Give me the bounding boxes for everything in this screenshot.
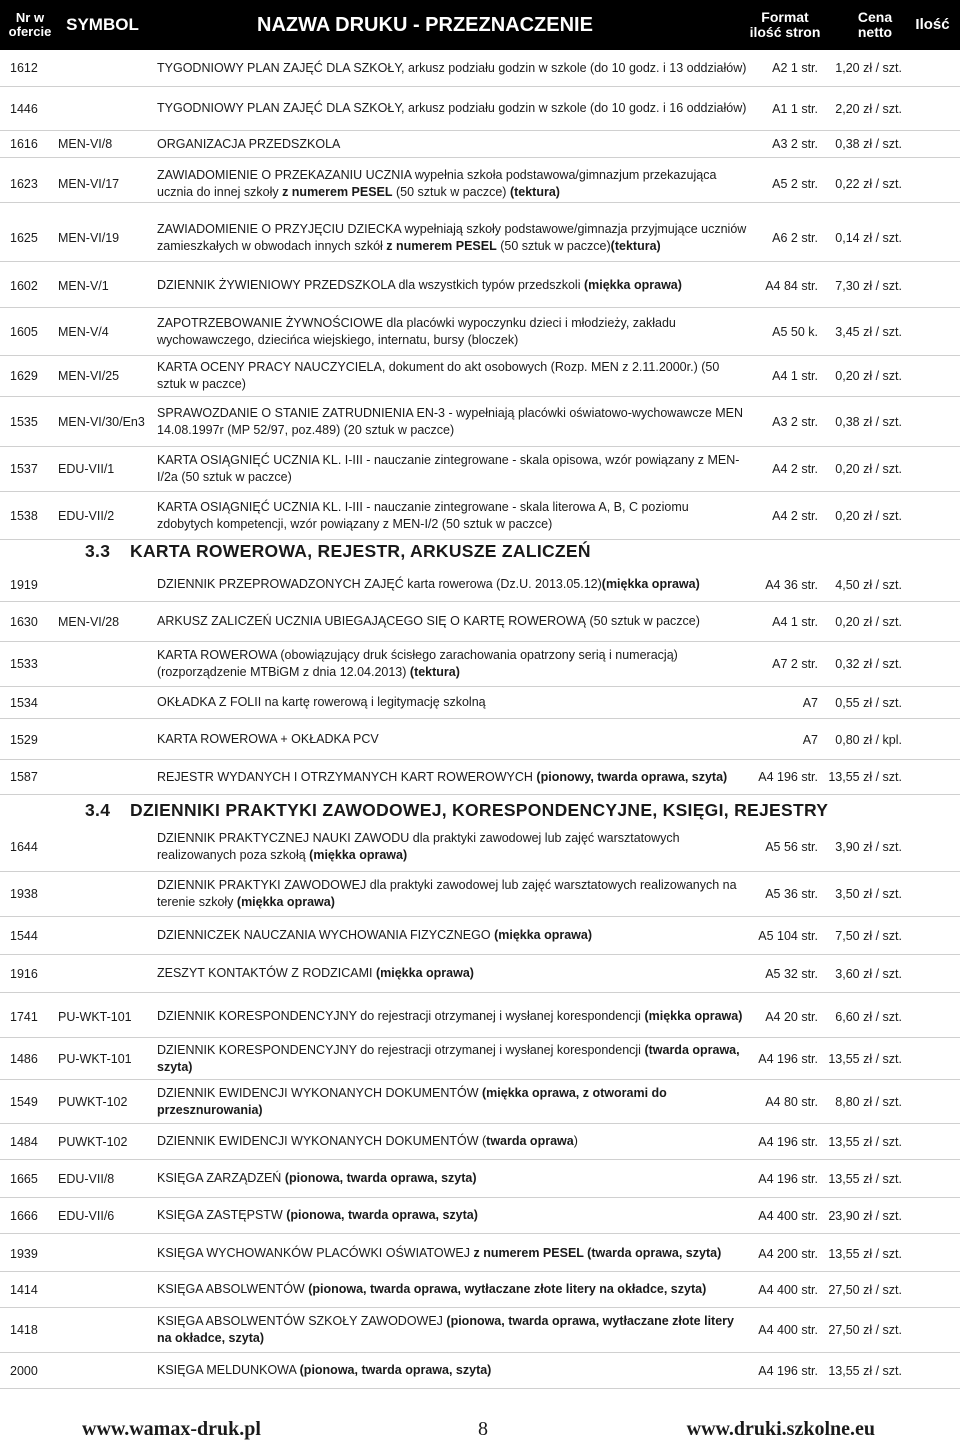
- name-bold-segment: (pionowa, twarda oprawa, wytłaczane złote litery na okładce, szyta): [308, 1282, 707, 1297]
- offer-number: 1587: [10, 770, 38, 784]
- offer-number: 1630: [10, 614, 38, 629]
- symbol-code: [58, 568, 153, 601]
- symbol-code: MEN-VI/30/En3: [58, 414, 145, 429]
- name-bold-segment: (miękka oprawa): [583, 278, 682, 293]
- product-name: [157, 1308, 747, 1352]
- product-name: [157, 165, 747, 202]
- header-price: Cena netto: [857, 8, 893, 40]
- table-row: [0, 602, 960, 642]
- quantity-field[interactable]: [908, 996, 958, 1037]
- net-price: 3,50 zł / szt.: [835, 887, 902, 901]
- table-header: [0, 0, 960, 50]
- name-bold-segment: (miękka oprawa): [601, 577, 700, 592]
- table-row: [0, 447, 960, 492]
- quantity-field[interactable]: [908, 642, 958, 686]
- quantity-field[interactable]: [908, 50, 958, 86]
- net-price: 13,55 zł / szt.: [828, 1051, 902, 1066]
- format-pages: A4 1 str.: [772, 614, 818, 629]
- quantity-field[interactable]: [908, 1236, 958, 1271]
- header-qty: Ilość: [915, 15, 950, 33]
- offer-number: 1535: [10, 414, 38, 429]
- offer-number: 1605: [10, 324, 38, 339]
- net-price: 0,20 zł / szt.: [835, 369, 902, 383]
- quantity-field[interactable]: [908, 1353, 958, 1388]
- format-pages: A4 400 str.: [758, 1323, 818, 1337]
- symbol-code: [58, 823, 153, 871]
- product-name: [157, 996, 747, 1037]
- name-segment: ZESZYT KONTAKTÓW Z RODZICAMI: [157, 966, 376, 981]
- symbol-code: [58, 687, 153, 718]
- offer-number: 1486: [10, 1051, 38, 1066]
- quantity-field[interactable]: [908, 214, 958, 261]
- offer-number: 1537: [10, 462, 38, 476]
- table-row: [0, 397, 960, 447]
- name-segment: ): [573, 1134, 578, 1149]
- net-price: 3,90 zł / szt.: [835, 840, 902, 854]
- format-pages: A5 104 str.: [758, 928, 818, 943]
- table-row: [0, 720, 960, 760]
- table-row: [0, 1080, 960, 1124]
- quantity-field[interactable]: [908, 602, 958, 641]
- product-name: [157, 917, 747, 954]
- symbol-code: EDU-VII/1: [58, 462, 115, 476]
- quantity-field[interactable]: [908, 447, 958, 491]
- quantity-field[interactable]: [908, 1160, 958, 1197]
- offer-number: 1741: [10, 1009, 38, 1024]
- name-bold-segment: z numerem PESEL: [282, 184, 393, 199]
- format-pages: A7: [802, 695, 818, 710]
- symbol-code: PU-WKT-101: [58, 1051, 132, 1066]
- symbol-code: [58, 87, 153, 130]
- name-segment: SPRAWOZDANIE O STANIE ZATRUDNIENIA EN-3 - wypełniają placówki oświatowo-wychowawcze MEN 14.08.1997r (MP 52/97, poz.489) (20 sztuk w paczce): [157, 405, 744, 437]
- format-pages: A4 84 str.: [765, 278, 818, 293]
- name-segment: DZIENNIK KORESPONDENCYJNY do rejestracji otrzymanej i wysłanej korespondencji: [157, 1042, 645, 1057]
- table-row: [0, 996, 960, 1038]
- name-segment: KSIĘGA ZASTĘPSTW: [157, 1208, 287, 1223]
- name-segment: REJESTR WYDANYCH I OTRZYMANYCH KART ROWEROWYCH: [157, 769, 537, 784]
- table-row: [0, 917, 960, 955]
- offer-number: 1602: [10, 278, 38, 293]
- net-price: 0,20 zł / szt.: [835, 462, 902, 476]
- name-segment: KSIĘGA WYCHOWANKÓW PLACÓWKI OŚWIATOWEJ: [157, 1246, 474, 1261]
- section-number: 3.3: [85, 541, 111, 561]
- page-number: 8: [478, 1418, 488, 1440]
- offer-number: 1418: [10, 1323, 38, 1337]
- name-segment: TYGODNIOWY PLAN ZAJĘĆ DLA SZKOŁY, arkusz podziału godzin w szkole (do 10 godz. i 13 oddziałów): [157, 60, 747, 75]
- product-name: [157, 1080, 747, 1123]
- quantity-field[interactable]: [908, 492, 958, 539]
- name-bold-segment: (twarda oprawa, szyta): [157, 1042, 740, 1074]
- table-row: [0, 1308, 960, 1353]
- name-bold-segment: (pionowa, twarda oprawa, szyta): [284, 1171, 477, 1186]
- symbol-code: PU-WKT-101: [58, 1009, 132, 1024]
- format-pages: A4 80 str.: [765, 1094, 818, 1109]
- name-bold-segment: (miękka oprawa): [494, 928, 593, 943]
- name-segment: DZIENNICZEK NAUCZANIA WYCHOWANIA FIZYCZNEGO: [157, 928, 495, 943]
- section-title: DZIENNIKI PRAKTYKI ZAWODOWEJ, KORESPONDENCYJNE, KSIĘGI, REJESTRY: [130, 800, 829, 820]
- symbol-code: EDU-VII/6: [58, 1208, 115, 1223]
- net-price: 13,55 zł / szt.: [828, 1246, 902, 1261]
- format-pages: A4 196 str.: [758, 770, 818, 784]
- quantity-field[interactable]: [908, 308, 958, 355]
- name-bold-segment: (miękka oprawa): [375, 966, 474, 981]
- format-pages: A4 2 str.: [772, 462, 818, 476]
- offer-number: 1616: [10, 137, 38, 151]
- table-row: [0, 131, 960, 158]
- header-format: Format ilość stron: [749, 8, 821, 40]
- product-name: [157, 823, 747, 871]
- net-price: 27,50 zł / szt.: [828, 1323, 902, 1337]
- format-pages: A4 400 str.: [758, 1208, 818, 1223]
- page-footer: [0, 1418, 960, 1442]
- format-pages: A1 1 str.: [772, 101, 818, 116]
- product-name: [157, 131, 747, 157]
- table-row: [0, 872, 960, 917]
- quantity-field[interactable]: [908, 823, 958, 871]
- table-row: [0, 308, 960, 356]
- quantity-field[interactable]: [908, 1038, 958, 1079]
- net-price: 1,20 zł / szt.: [835, 61, 902, 75]
- offer-number: 1665: [10, 1171, 38, 1186]
- net-price: 23,90 zł / szt.: [828, 1208, 902, 1223]
- symbol-code: MEN-VI/25: [58, 369, 120, 383]
- name-bold-segment: z numerem PESEL (twarda oprawa, szyta): [473, 1246, 722, 1261]
- format-pages: A5 50 k.: [772, 324, 818, 339]
- name-bold-segment: (pionowy, twarda oprawa, szyta): [536, 769, 728, 784]
- table-row: [0, 492, 960, 540]
- symbol-code: MEN-V/4: [58, 324, 109, 339]
- name-segment: DZIENNIK ŻYWIENIOWY PRZEDSZKOLA dla wszystkich typów przedszkoli: [157, 278, 584, 293]
- name-segment: OKŁADKA Z FOLII na kartę rowerową i legitymację szkolną: [157, 695, 486, 710]
- net-price: 3,60 zł / szt.: [835, 966, 902, 981]
- format-pages: A5 32 str.: [765, 966, 818, 981]
- table-row: [0, 642, 960, 687]
- name-segment: ORGANIZACJA PRZEDSZKOLA: [157, 136, 341, 151]
- table-row: [0, 823, 960, 872]
- name-bold-segment: (pionowa, twarda oprawa, szyta): [299, 1363, 492, 1378]
- table-row: [0, 165, 960, 203]
- product-name: [157, 492, 747, 539]
- name-segment: KARTA OSIĄGNIĘĆ UCZNIA KL. I-III - nauczanie zintegrowane - skala opisowa, wzór powiązany z MEN-I/2a (50 sztuk w paczce): [157, 453, 740, 484]
- table-row: [0, 1038, 960, 1080]
- symbol-code: MEN-VI/19: [58, 230, 120, 245]
- symbol-code: [58, 955, 153, 992]
- name-segment: ZAWIADOMIENIE O PRZEKAZANIU UCZNIA wypełnia szkoła podstawowa/gimnazjum przekazująca ucznia do innej szkoły: [157, 167, 717, 199]
- format-pages: A4 196 str.: [758, 1363, 818, 1378]
- format-pages: A7 2 str.: [772, 657, 818, 671]
- table-row: [0, 356, 960, 397]
- name-segment: KARTA OSIĄGNIĘĆ UCZNIA KL. I-III - nauczanie zintegrowane - skala literowa A, B, C poziomu zdobytych kompetencji, wzór powiązany z MEN-I/2 (50 sztuk w paczce): [157, 499, 689, 531]
- offer-number: 1938: [10, 887, 38, 901]
- product-name: [157, 1124, 747, 1159]
- net-price: 0,80 zł / kpl.: [835, 732, 902, 747]
- format-pages: A4 400 str.: [758, 1282, 818, 1297]
- net-price: 7,50 zł / szt.: [835, 928, 902, 943]
- name-segment: DZIENNIK EWIDENCJI WYKONANYCH DOKUMENTÓW: [157, 1085, 483, 1100]
- table-row: [0, 687, 960, 719]
- net-price: 13,55 zł / szt.: [828, 1171, 902, 1186]
- symbol-code: EDU-VII/8: [58, 1171, 115, 1186]
- quantity-field[interactable]: [908, 872, 958, 916]
- symbol-code: MEN-VI/17: [58, 176, 120, 191]
- symbol-code: MEN-VI/8: [58, 137, 113, 151]
- product-name: [157, 760, 747, 794]
- quantity-field[interactable]: [908, 87, 958, 130]
- product-name: [157, 720, 747, 759]
- footer-website-left[interactable]: www.wamax-druk.pl: [82, 1418, 261, 1440]
- name-segment: KSIĘGA ZARZĄDZEŃ: [157, 1171, 285, 1186]
- symbol-code: [58, 50, 153, 86]
- net-price: 13,55 zł / szt.: [828, 1363, 902, 1378]
- name-bold-segment: twarda oprawa: [486, 1134, 574, 1149]
- product-name: [157, 50, 747, 86]
- quantity-field[interactable]: [908, 1308, 958, 1352]
- format-pages: A4 1 str.: [772, 369, 818, 383]
- net-price: 0,38 zł / szt.: [835, 137, 902, 151]
- symbol-code: PUWKT-102: [58, 1134, 128, 1149]
- symbol-code: MEN-VI/28: [58, 614, 120, 629]
- product-name: [157, 955, 747, 992]
- offer-number: 1919: [10, 577, 38, 592]
- name-segment: DZIENNIK PRAKTYKI ZAWODOWEJ dla praktyki zawodowej lub zajęć warsztatowych realizowanych na terenie szkoły: [157, 878, 737, 909]
- net-price: 0,55 zł / szt.: [835, 695, 902, 710]
- offer-number: 2000: [10, 1363, 38, 1378]
- product-name: [157, 602, 747, 641]
- name-segment: KSIĘGA MELDUNKOWA: [157, 1363, 300, 1378]
- product-name: [157, 1236, 747, 1271]
- name-segment: DZIENNIK PRAKTYCZNEJ NAUKI ZAWODU dla praktyki zawodowej lub zajęć warsztatowych realizowanych poza szkołą: [157, 831, 680, 862]
- net-price: 4,50 zł / szt.: [835, 577, 902, 592]
- symbol-code: EDU-VII/2: [58, 508, 115, 523]
- name-segment: DZIENNIK EWIDENCJI WYKONANYCH DOKUMENTÓW (: [157, 1134, 487, 1149]
- product-name: [157, 1038, 747, 1079]
- product-name: [157, 308, 747, 355]
- table-row: [0, 1198, 960, 1234]
- product-name: [157, 264, 747, 307]
- format-pages: A4 200 str.: [758, 1246, 818, 1261]
- net-price: 0,20 zł / szt.: [835, 508, 902, 523]
- symbol-code: [58, 872, 153, 916]
- section-heading: [85, 541, 591, 562]
- name-bold-segment: (tektura): [409, 665, 460, 679]
- section-title: KARTA ROWEROWA, REJESTR, ARKUSZE ZALICZEŃ: [130, 541, 591, 561]
- product-name: [157, 1160, 747, 1197]
- section-number: 3.4: [85, 800, 111, 820]
- quantity-field[interactable]: [908, 760, 958, 794]
- name-bold-segment: (pionowa, twarda oprawa, szyta): [286, 1208, 478, 1223]
- net-price: 0,22 zł / szt.: [835, 176, 902, 191]
- offer-number: 1916: [10, 966, 38, 981]
- symbol-code: [58, 720, 153, 759]
- net-price: 8,80 zł / szt.: [835, 1094, 902, 1109]
- quantity-field[interactable]: [908, 1080, 958, 1123]
- name-segment: KARTA ROWEROWA + OKŁADKA PCV: [157, 732, 379, 747]
- name-bold-segment: (tektura): [509, 184, 560, 199]
- net-price: 6,60 zł / szt.: [835, 1009, 902, 1024]
- net-price: 0,14 zł / szt.: [835, 230, 902, 245]
- name-segment: KARTA ROWEROWA (obowiązujący druk ścisłego zarachowania opatrzony serią i numeracją) (rozporządzenie MTBiGM z dnia 12.04.2013): [157, 648, 678, 679]
- format-pages: A5 36 str.: [765, 887, 818, 901]
- net-price: 0,32 zł / szt.: [835, 657, 902, 671]
- offer-number: 1484: [10, 1134, 38, 1149]
- net-price: 7,30 zł / szt.: [835, 278, 902, 293]
- quantity-field[interactable]: [908, 1198, 958, 1233]
- offer-number: 1623: [10, 176, 38, 191]
- name-segment: KARTA OCENY PRACY NAUCZYCIELA, dokument do akt osobowych (Rozp. MEN z 2.11.2000r.) (50 sztuk w paczce): [157, 360, 720, 391]
- offer-number: 1446: [10, 101, 38, 116]
- symbol-code: [58, 1308, 153, 1352]
- product-name: [157, 568, 747, 601]
- name-segment: KSIĘGA ABSOLWENTÓW: [157, 1282, 309, 1297]
- offer-number: 1414: [10, 1282, 38, 1297]
- product-name: [157, 87, 747, 130]
- table-row: [0, 1236, 960, 1272]
- quantity-field[interactable]: [908, 1124, 958, 1159]
- name-segment: DZIENNIK PRZEPROWADZONYCH ZAJĘĆ karta rowerowa (Dz.U. 2013.05.12): [157, 577, 602, 592]
- product-name: [157, 356, 747, 396]
- product-name: [157, 872, 747, 916]
- name-segment: DZIENNIK KORESPONDENCYJNY do rejestracji otrzymanej i wysłanej korespondencji: [157, 1009, 645, 1024]
- name-bold-segment: (miękka oprawa): [644, 1009, 743, 1024]
- table-row: [0, 87, 960, 131]
- symbol-code: [58, 1236, 153, 1271]
- table-row: [0, 1272, 960, 1308]
- product-name: [157, 1353, 747, 1388]
- table-row: [0, 264, 960, 308]
- product-name: [157, 1198, 747, 1233]
- product-name: [157, 214, 747, 261]
- name-segment: ZAPOTRZEBOWANIE ŻYWNOŚCIOWE dla placówki wypoczynku dzieci i młodzieży, zakładu wychowawczego, dziecińca wiejskiego, internatu, bursy (bloczek): [157, 315, 676, 347]
- offer-number: 1629: [10, 369, 38, 383]
- footer-website-right[interactable]: www.druki.szkolne.eu: [686, 1418, 875, 1440]
- product-name: [157, 687, 747, 718]
- offer-number: 1544: [10, 928, 38, 943]
- symbol-code: MEN-V/1: [58, 278, 109, 293]
- format-pages: A4 196 str.: [758, 1134, 818, 1149]
- table-row: [0, 50, 960, 87]
- offer-number: 1612: [10, 61, 38, 75]
- offer-number: 1529: [10, 732, 38, 747]
- format-pages: A3 2 str.: [772, 137, 818, 151]
- header-name: NAZWA DRUKU - PRZEZNACZENIE: [257, 14, 593, 36]
- quantity-field[interactable]: [908, 917, 958, 954]
- quantity-field[interactable]: [908, 264, 958, 307]
- format-pages: A5 2 str.: [772, 176, 818, 191]
- format-pages: A2 1 str.: [772, 61, 818, 75]
- format-pages: A4 36 str.: [765, 577, 818, 592]
- name-bold-segment: (miękka oprawa): [309, 848, 408, 862]
- offer-number: 1939: [10, 1246, 38, 1261]
- table-row: [0, 1353, 960, 1389]
- quantity-field[interactable]: [908, 568, 958, 601]
- table-row: [0, 1124, 960, 1160]
- quantity-field[interactable]: [908, 397, 958, 446]
- format-pages: A4 2 str.: [772, 508, 818, 523]
- symbol-code: [58, 1272, 153, 1307]
- name-bold-segment: (miękka oprawa, z otworami do przesznurowania): [157, 1085, 667, 1117]
- name-segment: ARKUSZ ZALICZEŃ UCZNIA UBIEGAJĄCEGO SIĘ O KARTĘ ROWEROWĄ (50 sztuk w paczce): [157, 614, 700, 629]
- table-row: [0, 760, 960, 795]
- quantity-field[interactable]: [908, 720, 958, 759]
- name-bold-segment: (pionowa, twarda oprawa, wytłaczane złote litery na okładce, szyta): [157, 1314, 734, 1345]
- offer-number: 1666: [10, 1208, 38, 1223]
- offer-number: 1534: [10, 695, 38, 710]
- name-segment: ZAWIADOMIENIE O PRZYJĘCIU DZIECKA wypełniają szkoły podstawowe/gimnazja przyjmujące uczniów zamieszkałych w obwodach innych szkół: [157, 221, 747, 253]
- format-pages: A4 196 str.: [758, 1051, 818, 1066]
- name-bold-segment: z numerem PESEL: [386, 238, 497, 253]
- name-segment: KSIĘGA ABSOLWENTÓW SZKOŁY ZAWODOWEJ: [157, 1314, 447, 1329]
- net-price: 0,20 zł / szt.: [835, 614, 902, 629]
- name-segment: (50 sztuk w paczce): [392, 184, 510, 199]
- name-bold-segment: (tektura): [610, 238, 661, 253]
- quantity-field[interactable]: [908, 955, 958, 992]
- header-symbol: SYMBOL: [66, 14, 139, 34]
- table-row: [0, 214, 960, 262]
- symbol-code: [58, 760, 153, 794]
- format-pages: A4 196 str.: [758, 1171, 818, 1186]
- format-pages: A6 2 str.: [772, 230, 818, 245]
- symbol-code: PUWKT-102: [58, 1094, 128, 1109]
- net-price: 13,55 zł / szt.: [828, 770, 902, 784]
- table-row: [0, 955, 960, 993]
- name-segment: (50 sztuk w paczce): [496, 238, 611, 253]
- offer-number: 1549: [10, 1094, 38, 1109]
- format-pages: A5 56 str.: [765, 840, 818, 854]
- name-segment: TYGODNIOWY PLAN ZAJĘĆ DLA SZKOŁY, arkusz podziału godzin w szkole (do 10 godz. i 16 oddziałów): [157, 101, 747, 116]
- symbol-code: [58, 1353, 153, 1388]
- format-pages: A3 2 str.: [772, 414, 818, 429]
- symbol-code: [58, 917, 153, 954]
- table-row: [0, 1160, 960, 1198]
- net-price: 13,55 zł / szt.: [828, 1134, 902, 1149]
- header-nr: Nr w ofercie: [8, 9, 52, 39]
- net-price: 27,50 zł / szt.: [828, 1282, 902, 1297]
- format-pages: A4 20 str.: [765, 1009, 818, 1024]
- quantity-field[interactable]: [908, 687, 958, 718]
- quantity-field[interactable]: [908, 131, 958, 157]
- product-name: [157, 1272, 747, 1307]
- net-price: 3,45 zł / szt.: [835, 324, 902, 339]
- quantity-field[interactable]: [908, 1272, 958, 1307]
- table-row: [0, 568, 960, 602]
- offer-number: 1538: [10, 508, 38, 523]
- product-name: [157, 642, 747, 686]
- symbol-code: [58, 642, 153, 686]
- section-heading: [85, 800, 828, 821]
- quantity-field[interactable]: [908, 356, 958, 396]
- net-price: 0,38 zł / szt.: [835, 414, 902, 429]
- format-pages: A7: [802, 732, 818, 747]
- product-name: [157, 447, 747, 491]
- offer-number: 1644: [10, 840, 38, 854]
- name-bold-segment: (miękka oprawa): [236, 895, 335, 909]
- offer-number: 1533: [10, 657, 38, 671]
- quantity-field[interactable]: [908, 165, 958, 202]
- net-price: 2,20 zł / szt.: [835, 101, 902, 116]
- offer-number: 1625: [10, 230, 38, 245]
- product-name: [157, 397, 747, 446]
